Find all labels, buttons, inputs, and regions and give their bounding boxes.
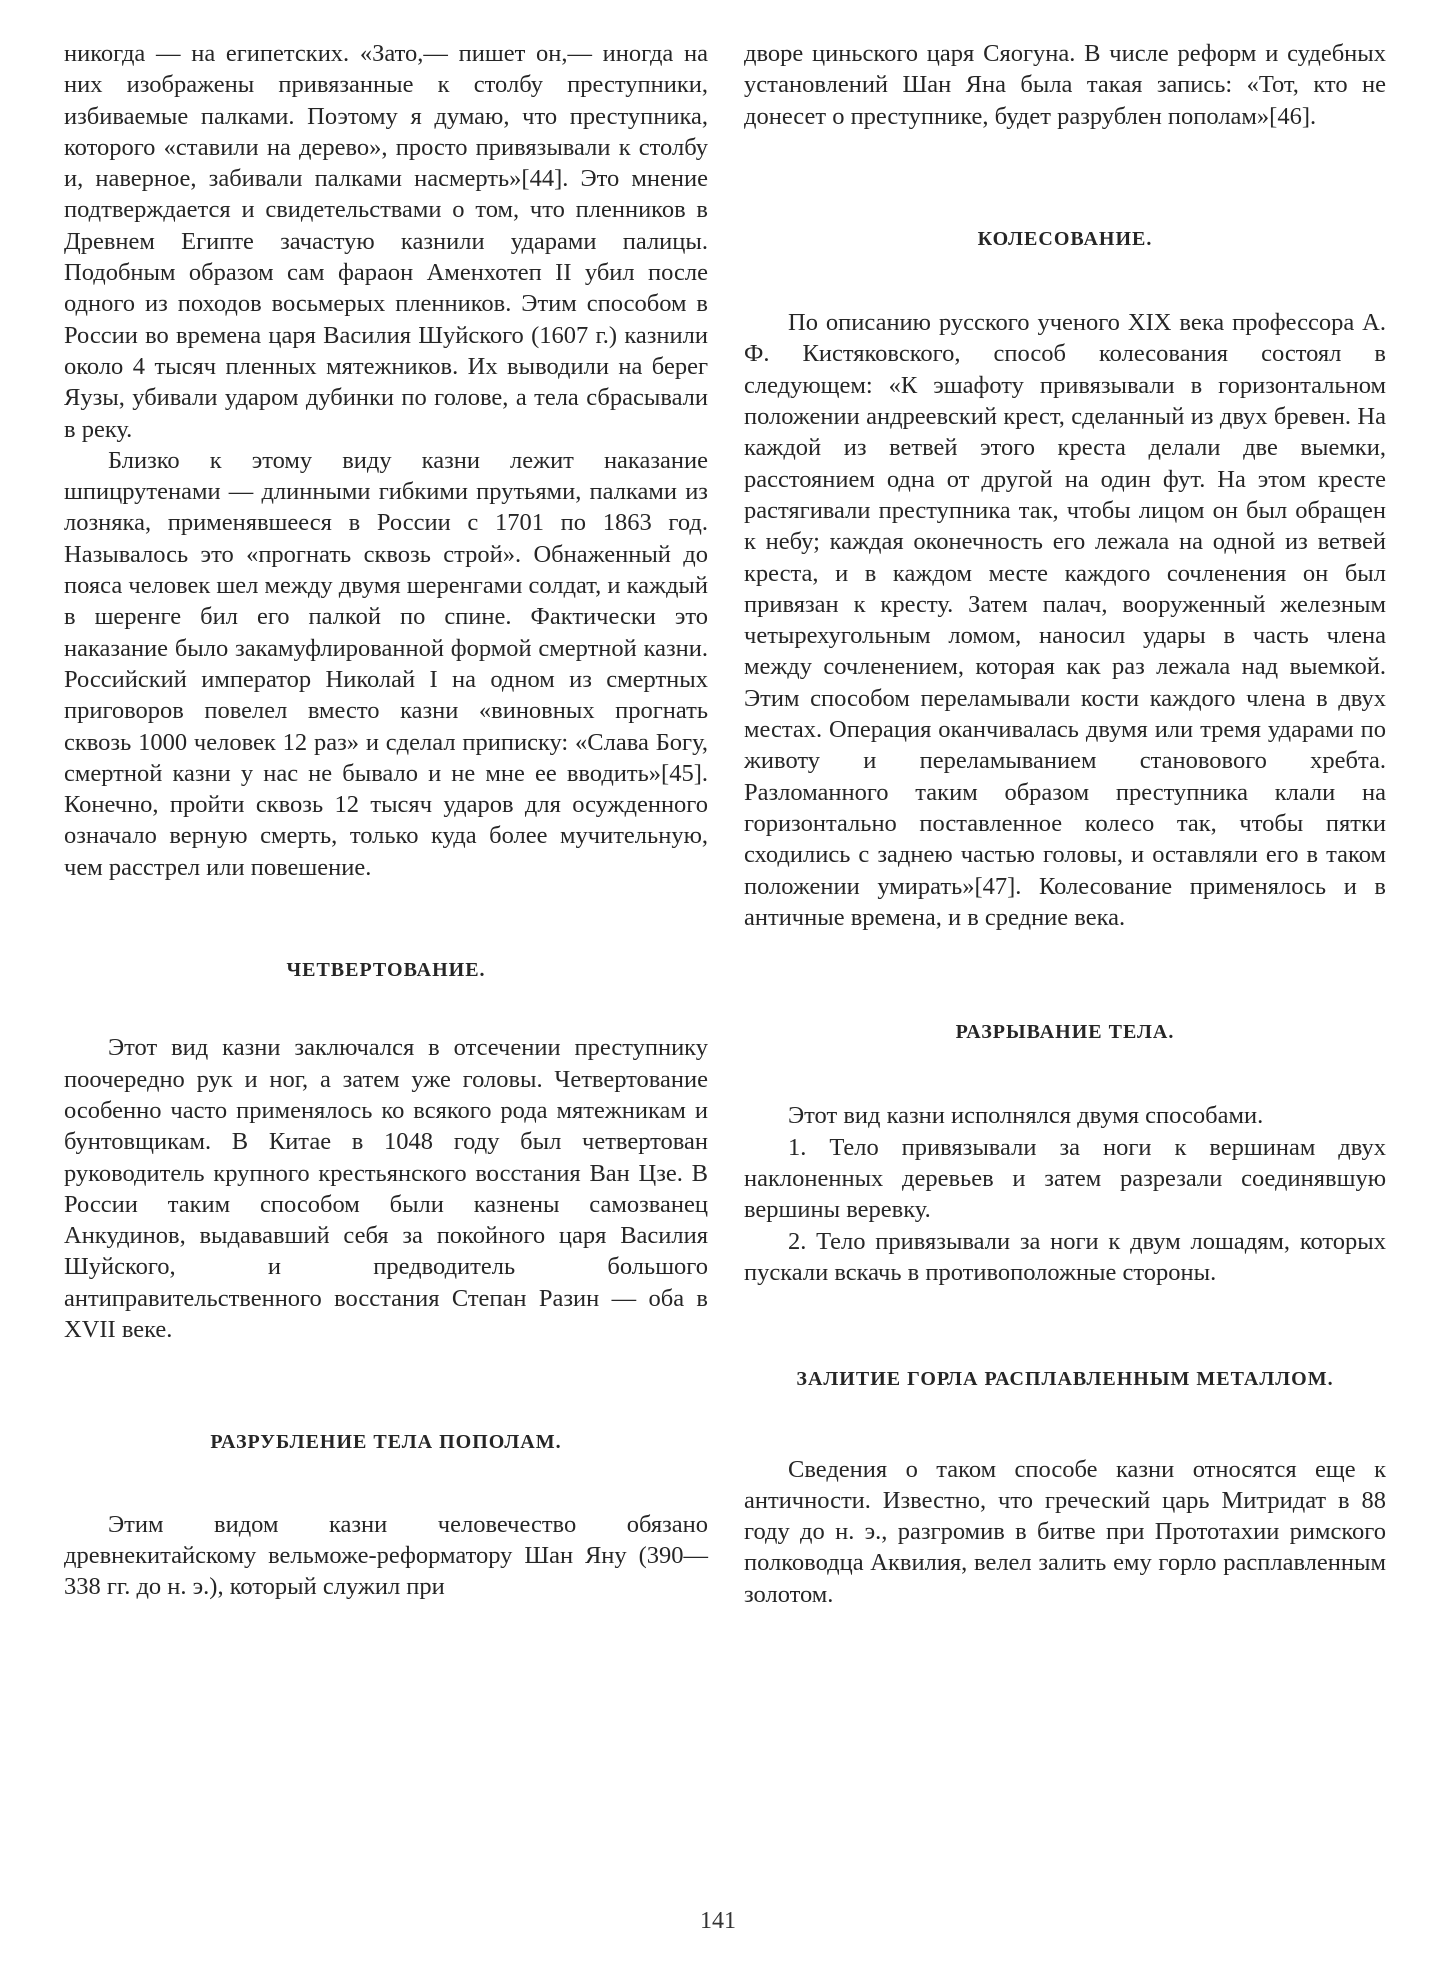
paragraph: 1. Тело привязывали за ноги к вершинам двух наклоненных деревьев и затем разрезали соединявшую вершины веревку. <box>744 1133 1386 1224</box>
paragraph: дворе циньского царя Сяогуна. В числе реформ и судебных установлений Шан Яна была такая запись: «Тот, кто не донесет о преступнике, будет разрублен пополам»[46]. <box>744 40 1386 130</box>
page-number: 141 <box>700 1908 736 1934</box>
paragraph: Сведения о таком способе казни относятся еще к античности. Известно, что греческий царь Митридат в 88 году до н. э., разгромив в битве при Прототахии римского полководца Аквилия, велел залить ему горло расплавленным золотом. <box>744 1455 1386 1608</box>
left-column <box>64 38 708 1602</box>
paragraph: никогда — на египетских. «Зато,— пишет он,— иногда на них изображены привязанные к столбу преступники, избиваемые палками. Поэтому я думаю, что преступника, которого «ставили на дерево», просто привязывали к столбу и, наверное, забивали палками насмерть»[44]. Это мнение подтверждается и свидетельствами о том, что пленников в Древнем Египте зачастую казнили ударами палицы. Подобным образом сам фараон Аменхотеп II убил после одного из походов восьмерых пленников. Этим способом в России во времена царя Василия Шуйского (1607 г.) казнили около 4 тысяч пленных мятежников. Их выводили на берег Яузы, убивали ударом дубинки по голове, а тела сбрасывали в реку. <box>64 40 708 443</box>
section-heading: КОЛЕСОВАНИЕ. <box>977 227 1153 250</box>
right-column <box>744 38 1386 1610</box>
paragraph: Близко к этому виду казни лежит наказание шпицрутенами — длинными гибкими прутьями, палками из лозняка, применявшееся в России с 1701 по 1863 год. Называлось это «прогнать сквозь строй». Обнаженный до пояса человек шел между двумя шеренгами солдат, и каждый в шеренге бил его палкой по спине. Фактически это наказание было закамуфлированной формой смертной казни. Российский император Николай I на одном из смертных приговоров повелел вместо казни «виновных прогнать сквозь 1000 человек 12 раз» и сделал приписку: «Слава Богу, смертной казни у нас не бывало и не мне ее вводить»[45]. Конечно, пройти сквозь 12 тысяч ударов для осужденного означало верную смерть, только куда более мучительную, чем расстрел или повешение. <box>64 446 708 881</box>
paragraph: Этот вид казни заключался в отсечении преступнику поочередно рук и ног, а затем уже головы. Четвертование особенно часто применялось ко всякого рода мятежникам и бунтовщикам. В Китае в 1048 году был четвертован руководитель крупного крестьянского восстания Ван Цзе. В России таким способом были казнены самозванец Анкудинов, выдававший себя за покойного царя Василия Шуйского, и предводитель большого антиправительственного восстания Степан Разин — оба в XVII веке. <box>64 1034 708 1343</box>
paragraph: Этот вид казни исполнялся двумя способами. <box>788 1102 1264 1130</box>
section-heading: ЗАЛИТИЕ ГОРЛА РАСПЛАВЛЕННЫМ МЕТАЛЛОМ. <box>796 1368 1334 1391</box>
paragraph: 2. Тело привязывали за ноги к двум лошадям, которых пускали вскачь в противоположные стороны. <box>744 1227 1386 1286</box>
paragraph: По описанию русского ученого XIX века профессора А. Ф. Кистяковского, способ колесования состоял в следующем: «К эшафоту привязывали в горизонтальном положении андреевский крест, сделанный из двух бревен. На каждой из ветвей этого креста делали две выемки, расстоянием одна от другой на один фут. На этом кресте растягивали преступника так, чтобы лицом он был обращен к небу; каждая оконечность его лежала на одной из ветвей креста, и в каждом месте каждого сочленения он был привязан к кресту. Затем палач, вооруженный железным четырехугольным ломом, наносил удары в часть члена между сочленением, которая как раз лежала над выемкой. Этим способом переламывали кости каждого члена в двух местах. Операция оканчивалась двумя или тремя ударами по животу и переламыванием становового хребта. Разломанного таким образом преступника клали на горизонтально поставленное колесо так, чтобы пятки сходились с заднею частью головы, и оставляли его в таком положении умирать»[47]. Колесование применялось и в античные времена, и в средние века. <box>744 309 1386 931</box>
section-heading: РАЗРУБЛЕНИЕ ТЕЛА ПОПОЛАМ. <box>210 1431 562 1454</box>
paragraph: Этим видом казни человечество обязано древнекитайскому вельможе-реформатору Шан Яну (390—338 гг. до н. э.), который служил при <box>64 1510 708 1601</box>
section-heading: ЧЕТВЕРТОВАНИЕ. <box>286 959 486 982</box>
section-heading: РАЗРЫВАНИЕ ТЕЛА. <box>955 1021 1175 1044</box>
